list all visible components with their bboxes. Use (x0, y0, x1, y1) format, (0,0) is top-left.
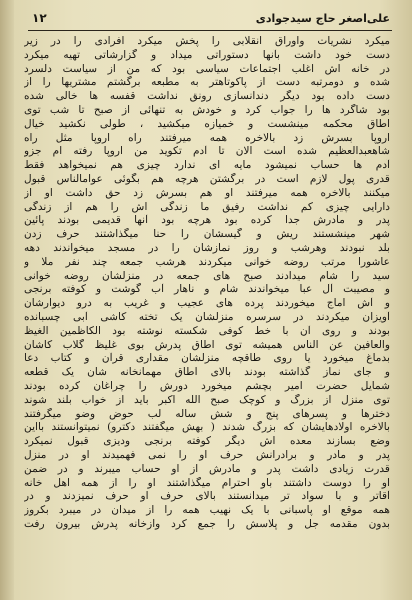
body-text (24, 35, 390, 592)
text-line: دخترها و پسرهای پنج و شش ساله لب حوض وضو میگرفتند (24, 407, 390, 420)
author-name: علی‌اصغر حاج سیدجوادی (255, 11, 390, 25)
text-line: او را دوست داشتند باو احترام میگذاشتند او را از همه اهل خانه (24, 476, 390, 489)
text-line: آدم ها حساب نمیشود مایه ای ندارد چیزی هم نمیخواهد فقط (24, 159, 390, 172)
text-line: بالاخره اولادهایشان که بزرگ شدند ( بهش میگفتند دکترو) نمیتوانستند بااین (24, 421, 390, 434)
text-line: دارایی چیزی کم نداشت رفیق ما زندگی اش را هم از زندگی (24, 200, 390, 213)
text-line: توی منزل از بزرگ و کوچک صبح الله اکبر باید از خواب بلند شوند (24, 393, 390, 406)
text-line: شهر مینشستند ریش و گیسشان را حنا میگذاشتند حرف زدن (24, 228, 390, 241)
text-line: بودند و روی آن با خط کوفی شکسته نوشته بود الکاظمین الغیظ (24, 324, 390, 337)
text-line: آقاتر و با سواد تر میدانستند بالای حرف او حرف نمیزدند و در (24, 490, 390, 503)
text-line: دست داده بود دیگر دندانسازی رونق نداشت قفسه ها خالی شده (24, 90, 390, 103)
text-line: قدرت زیادی داشت پدر و مادرش از او حساب میبرند و در ضمن (24, 462, 390, 475)
text-line: اروپا بسرش زد بالاخره همه میرفتند راه اروپا مثل راه (24, 131, 390, 144)
text-line: بدماغ میخورد یا روی طاقچه منزلشان مقداری قرآن و کتاب دعا (24, 352, 390, 365)
text-line: پدر و مادرش جدا کرده بود هرچه بود آنها قدیمی بودند پائین (24, 214, 390, 227)
page-number: ۱۲ (32, 11, 47, 25)
text-line: آویزان میکردند در سرسره منزلشان یک تخته کاشی آبی چسبانده (24, 310, 390, 323)
text-line: میکنند بالاخره همه میرفتند او هم بسرش زد حق داشت او از (24, 186, 390, 199)
text-line: شاهعبدالعظیم شده است الان تا آدم تکوید من اروپا رفته ام جزو (24, 145, 390, 158)
text-line: شمایل حضرت امیر بچشم میخورد دورش را چراغان کرده بودند (24, 379, 390, 392)
text-line: سید را شام میدادند صبح های جمعه در منزلشان روضه خوانی (24, 269, 390, 282)
text-line: و آش اماج میخوردند پرده های عجیب و غریب به درو دیوارشان (24, 297, 390, 310)
text-line: دست خود داشت بآنها دستوراتی میداد و گزارشاتی تهیه میکرد (24, 48, 390, 61)
text-line: میکرد نشریات واوراق انقلابی را پخش میکرد افرادی را در زیر (24, 35, 390, 47)
running-header (32, 8, 390, 28)
text-line: والعافین عن الناس همیشه توی اطاق پدرش بوی غلیظ گلاب کاشان (24, 338, 390, 351)
text-line: در خانه اش اغلب اجتماعات سیاسی بود که من از سیاست دلسرد (24, 62, 390, 75)
text-line: همه موقع او پاسبانی با یک نهیب همه را از میدان در میبرد بکروز (24, 504, 390, 517)
text-line: و مصیبت آل عبا میخواندند شام و ناهار آب گوشت و کوفته برنجی (24, 283, 390, 296)
text-line: عاشورا مرتب روضه خوانی میکردند هرشب جمعه چند نفر ملا و (24, 255, 390, 268)
text-line: وضع بسازند معده اش دیگر کوفته برنجی ودیزی قبول نمیکرد (24, 435, 390, 448)
text-line: اطاق محکمه مینشست و خمیازه میکشید ، طولی نکشید خیال (24, 117, 390, 130)
text-line: بلد نبودند وهرشب و روز نمازشان را در مسجد میخواندند دهه (24, 241, 390, 254)
text-line: و جای نماز گذاشته بودند بالای اطاق مهمانخانه شان یک قطعه (24, 366, 390, 379)
page-edge (0, 0, 14, 600)
text-line: بود شاگرد ها را جواب کرد و خودش به تنهائی از صبح تا شب توی (24, 103, 390, 116)
text-line: بدون مقدمه جل و پلاسش را جمع کرد وازخانه پدرش بیرون رفت (24, 517, 390, 530)
text-line: شده و دومرتبه دست از پاکوتاهتر به مطبعه برگشتم مشتریها را از (24, 76, 390, 89)
text-line: پدر و مادر و برادرانش حرف او را نمی فهمیدند او در منزل (24, 448, 390, 461)
header-rule (28, 30, 392, 31)
text-line: قدری پول لازم است در برگشتن هرچه هم بگوئی عوامالناس قبول (24, 172, 390, 185)
